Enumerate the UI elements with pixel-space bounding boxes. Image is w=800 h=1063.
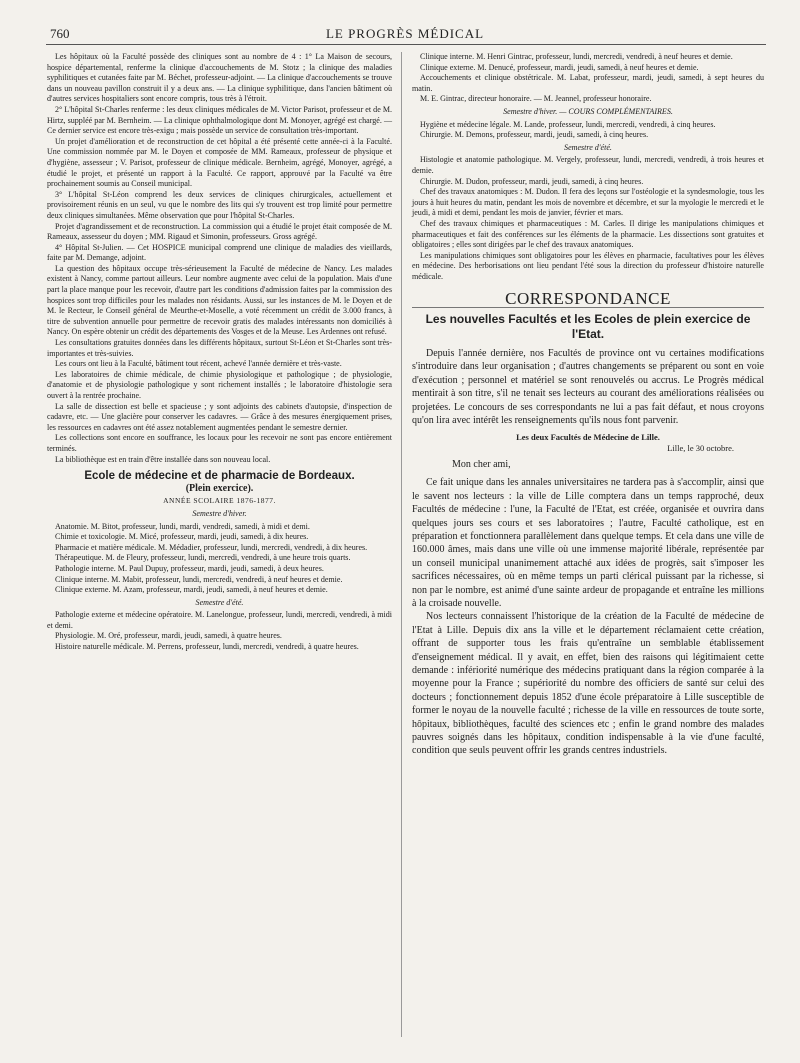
paragraph: Nos lecteurs connaissent l'historique de la création de la Faculté de médecine de l'Etat à Lille. Depuis dix ans la ville et le département réclamaient cette création, offrant de supporter tous les frais qu'entraîne un semblable établissement d'enseignement médical. Il y avait, en effet, bien des raisons qui légitimaient cette demande : infériorité numérique des médecins pratiquant dans la région comparée à la moyenne pour la France ; supériorité du nombre des officiers de santé sur celui des docteurs ; fonctionnement depuis 1852 d'une école préparatoire à Lille susceptible de former le noyau de la nouvelle faculté ; richesse de la ville en ressources de toute sorte, hôpitaux, bibliothèques, faculté des sciences etc ; enfin le grand nombre des malades pauvres soignés dans les hôpitaux, condition indispensable à la vie d'une faculté, condition que seuls peuvent offrir les grands centres industriels.	[412, 611, 764, 757]
paragraph: Ce fait unique dans les annales universitaires ne tardera pas à s'accomplir, ainsi que le savent nos lecteurs : la ville de Lille comptera dans un temps rapproché, deux Facultés de médecine : l'une, la Faculté de l'Etat, est créée, organisée et ouvrira dans quelques jours ses cours et ses laboratoires ; l'autre, Faculté catholique, est en préparation et fonctionnera parallèlement dans quelque temps. Et cela dans une ville de 160.000 âmes, mais dans une ville où une immense majorité libérale, représentée par un conseil municipal unanimement attaché aux idées de progrès, sait s'imposer les sacrifices nécessaires, où en même temps un parti clérical puissant par la richesse, si non par le nombre, est animé d'une sainte ardeur de propagande et entraîne les millions à la croisade nouvelle.	[412, 477, 764, 609]
course-entry: Pharmacie et matière médicale. M. Médadier, professeur, lundi, mercredi, vendredi, à dix heures.	[55, 542, 368, 552]
course-entry: Histologie et anatomie pathologique. M. Vergely, professeur, lundi, mercredi, vendredi, à trois heures et demie.	[412, 155, 764, 175]
paragraph: Projet d'agrandissement et de reconstruction. La commission qui a étudié le projet était composée de M. Rameaux, assesseur du doyen ; MM. Rigaud et Simonin, professeurs. Gross agrégé.	[47, 221, 392, 242]
paragraph: Un projet d'amélioration et de reconstruction de cet hôpital a été présenté cette année-ci à la Faculté. Une commission nommée par M. le Doyen et composée de MM. Rameaux, professeur de physique et d'hygiène, assesseur ; V. Parisot, professeur de clinique médicale. Bernheim, agrégé, Monoyer, agrégé, a étudié le projet, et présenté un rapport à la Faculté. Ce rapport, approuvé par la Faculté va être prochainement soumis au Conseil municipal.	[47, 136, 392, 189]
correspondence-subtitle: Les nouvelles Facultés et les Ecoles de plein exercice de l'Etat.	[425, 312, 751, 342]
paragraph: La bibliothèque est en train d'être installée dans son nouveau local.	[55, 454, 271, 464]
paragraph: Les hôpitaux où la Faculté possède des cliniques sont au nombre de 4 : 1° La Maison de secours, hospice départemental, renferme la clinique d'accouchements de M. Stotz ; la clinique des maladies syphilitiques et cutanées faite par M. Béchet, professeur-adjoint. — La clinique d'accouchements se trouve dans un nouveau pavillon construit il y a deux ans. — La clinique syphilitique, dans l'ancien bâtiment où d'autres services hospitaliers sont encore compris, tous très à l'étroit.	[47, 52, 392, 104]
course-entry: M. E. Gintrac, directeur honoraire. — M. Jeannel, professeur honoraire.	[420, 94, 652, 104]
paragraph: Depuis l'année dernière, nos Facultés de province ont vu certaines modifications s'introduire dans leur organisation ; d'autres changements se préparent ou sont en voie d'exécution ; personnel et matériel se sont renouvelés ou accrus. Le Progrès médical mentirait à son titre, s'il ne tenait ses lecteurs au courant des améliorations réalisées ou projetées. Le concours de ses correspondants ne lui a pas fait défaut, et nous croyons qu'on lira avec intérêt les renseignements qu'ils nous font parvenir.	[412, 348, 764, 427]
course-entry: Accouchements et clinique obstétricale. M. Labat, professeur, mardi, jeudi, samedi, à sept heures du matin.	[412, 73, 764, 93]
winter-semester-heading: Semestre d'hiver.	[192, 508, 247, 518]
lille-section-title: Les deux Facultés de Médecine de Lille.	[516, 431, 660, 442]
header-rule	[46, 44, 766, 45]
course-entry: Thérapeutique. M. de Fleury, professeur, lundi, mercredi, vendredi, à une heure trois quarts.	[55, 553, 351, 563]
paragraph: 2° L'hôpital St-Charles renferme : les deux cliniques médicales de M. Victor Parisot, professeur et de M. Hirtz, suppléé par M. Bernheim. — La clinique ophthalmologique dont M. Monoyer, agrégé est chargé. — Ce dernier service est encore très-exigu ; mais possède un service de consultation très-important.	[47, 104, 392, 136]
winter-complementary-heading: Semestre d'hiver. — COURS COMPLÉMENTAIRES.	[503, 106, 673, 116]
course-entry: Pathologie externe et médecine opératoire. M. Lanelongue, professeur, lundi, mercredi, vendredi, à midi et demi.	[47, 610, 392, 630]
left-column	[47, 52, 392, 653]
course-entry: Chimie et toxicologie. M. Micé, professeur, mardi, jeudi, samedi, à dix heures.	[55, 532, 309, 542]
paragraph: 3° L'hôpital St-Léon comprend les deux services de cliniques chirurgicales, actuellement et provisoirement réunis en un seul, vu que le nombre des lits qui s'y trouvent est trop limité pour permettre deux cliniques simultanées. Même observation que pour l'hôpital St-Charles.	[47, 189, 392, 220]
paragraph: Les manipulations chimiques sont obligatoires pour les élèves en pharmacie, facultatives pour les élèves en médecine. Des herborisations ont lieu pendant l'été sous la direction du professeur d'histoire naturelle médicale.	[412, 250, 764, 281]
paragraph: 4° Hôpital St-Julien. — Cet HOSPICE municipal comprend une clinique de maladies des vieillards, faite par M. Demange, adjoint.	[47, 242, 392, 263]
page-header	[40, 26, 770, 46]
course-entry: Clinique interne. M. Henri Gintrac, professeur, lundi, mercredi, vendredi, à neuf heures et demie.	[420, 52, 733, 61]
course-entry: Histoire naturelle médicale. M. Perrens, professeur, lundi, mercredi, vendredi, à quatre heures.	[55, 642, 359, 652]
letter-salutation: Mon cher ami,	[452, 458, 511, 470]
paragraph: Chef des travaux chimiques et pharmaceutiques : M. Carles. Il dirige les manipulations chimiques et pharmaceutiques et fait des conférences sur les éléments de la pharmacie. Les dissections sont gratuites et obligatoires ; elles sont dirigées par le chef des travaux anatomiques.	[412, 218, 764, 250]
course-entry: Anatomie. M. Bitot, professeur, lundi, mardi, vendredi, samedi, à midi et demi.	[55, 521, 310, 531]
paragraph: Chef des travaux anatomiques : M. Dudon. Il fera des leçons sur l'ostéologie et la syndesmologie, tous les jours à huit heures du matin, pendant les mois de novembre et décembre, et sur la myologie le mercredi et le jeudi, à midi et demi, pendant les mois de janvier, février et mars.	[412, 187, 764, 218]
course-entry: Physiologie. M. Oré, professeur, mardi, jeudi, samedi, à quatre heures.	[55, 631, 282, 641]
page-number: 760	[50, 26, 70, 41]
paragraph: Les collections sont encore en souffrance, les locaux pour les recevoir ne sont pas encore entièrement terminés.	[47, 433, 392, 453]
bordeaux-subtitle: (Plein exercice).	[185, 482, 254, 494]
summer-semester-heading: Semestre d'été.	[195, 597, 244, 607]
school-year: ANNÉE SCOLAIRE 1876-1877.	[163, 496, 276, 506]
paragraph: Les cours ont lieu à la Faculté, bâtiment tout récent, achevé l'année dernière et très-vaste.	[55, 359, 342, 369]
running-title: LE PROGRÈS MÉDICAL	[325, 26, 485, 41]
column-divider	[401, 52, 402, 1037]
course-entry: Clinique interne. M. Mabit, professeur, lundi, mercredi, vendredi, à neuf heures et demie.	[55, 574, 343, 584]
paragraph: La salle de dissection est belle et spacieuse ; y sont adjoints des cabinets d'autopsie, d'inspection de cadavre, etc. — Une glacière pour conserver les cadavres. — Grâce à des mesures énergiquement prises, les ressources en cadavres ont été assez notablement augmentées pendant le semestre dernier.	[47, 401, 392, 432]
paragraph: Les laboratoires de chimie médicale, de chimie physiologique et pathologique ; de physiologie, d'anatomie et de physiologie pathologique y sont richement installés ; le laboratoire d'histologie sera ouvert à la rentrée prochaine.	[47, 369, 392, 400]
bordeaux-section-title: Ecole de médecine et de pharmacie de Bordeaux.	[84, 470, 355, 483]
letter-dateline: Lille, le 30 octobre.	[667, 443, 734, 454]
course-entry: Chirurgie. M. Demons, professeur, mardi, jeudi, samedi, à cinq heures.	[420, 130, 649, 140]
paragraph: La question des hôpitaux occupe très-sérieusement la Faculté de médecine de Nancy. Les malades existent à Nancy, comme partout ailleurs. Leur nombre augmente avec celui de la population. Mais d'une part la place manque pour les recevoir, d'autre part les conditions d'admission faites par la commission des hospices sont trop difficiles pour les malades non résidants. Aussi, sur les instances de M. le Doyen et de M. le Recteur, le Conseil général de Meurthe-et-Moselle, a voté récemment un crédit de 3.000 francs, à titre de subvention annuelle pour permettre de recevoir gratis des malades intéressants non domiciliés à Nancy. On espère obtenir un crédit des départements des Vosges et de la Meuse. Les Ardennes ont refusé.	[47, 263, 392, 337]
course-entry: Pathologie interne. M. Paul Dupuy, professeur, mardi, jeudi, samedi, à deux heures.	[55, 563, 324, 573]
summer-semester-heading: Semestre d'été.	[564, 142, 612, 152]
course-entry: Hygiène et médecine légale. M. Lande, professeur, lundi, mercredi, vendredi, à cinq heures.	[420, 119, 716, 129]
course-entry: Clinique externe. M. Denucé, professeur, mardi, jeudi, samedi, à neuf heures et demie.	[420, 62, 699, 72]
paragraph: Les consultations gratuites données dans les différents hôpitaux, surtout St-Léon et St-Charles sont très-importantes et très-suivies.	[47, 338, 392, 358]
course-entry: Chirurgie. M. Dudon, professeur, mardi, jeudi, samedi, à cinq heures.	[420, 176, 644, 186]
course-entry: Clinique externe. M. Azam, professeur, mardi, jeudi, samedi, à neuf heures et demie.	[55, 585, 328, 595]
right-column	[412, 52, 764, 758]
correspondence-title: CORRESPONDANCE	[412, 294, 764, 308]
